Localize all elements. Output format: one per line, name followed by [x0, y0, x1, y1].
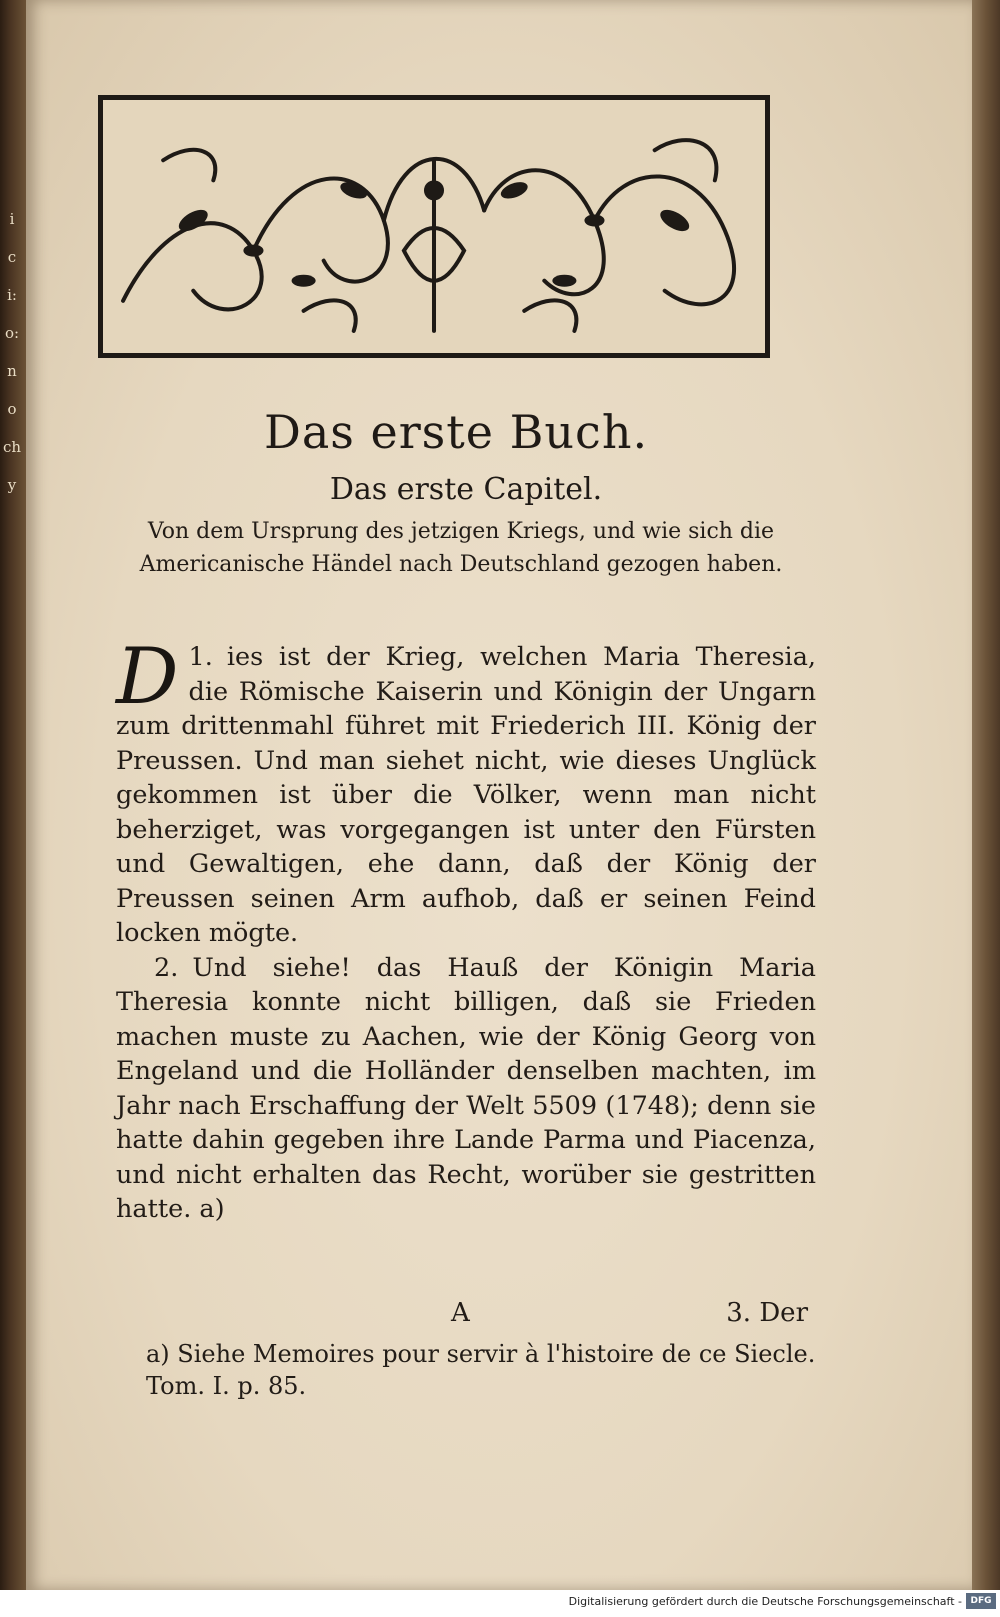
body-text [116, 632, 816, 1227]
facing-page-fragment: o [7, 400, 17, 418]
book-binding-left [0, 0, 26, 1590]
facing-page-fragment: i [9, 210, 15, 228]
facing-page-fragment: o: [4, 324, 20, 342]
book-binding-right [972, 0, 1000, 1590]
funding-credit: Digitalisierung gefördert durch die Deutsche Forschungsgemeinschaft - [568, 1595, 962, 1608]
facing-page-fragment: ch [2, 438, 22, 456]
paragraph-1 [116, 632, 816, 951]
facing-page-fragments [2, 200, 22, 504]
facing-page-fragment: n [7, 362, 17, 380]
chapter-summary: Von dem Ursprung des jetzigen Kriegs, und wie sich die Americanische Händel nach Deutschland gezogen haben. [139, 519, 783, 577]
paragraph-number: 1. [188, 642, 213, 672]
paragraph-number: 2. [154, 952, 179, 983]
signature-mark: A [451, 1298, 470, 1328]
foliage-ornament-icon [103, 100, 765, 353]
facing-page-fragment: c [7, 248, 17, 266]
paragraph-text: Und siehe! das Hauß der Königin Maria Theresia konnte nicht billigen, daß sie Frieden machen muste zu Aachen, wie der König Georg von Engeland und die Holländer denselben machten, im Jahr nach Erschaffung der Welt 5509 (1748); denn sie hatte dahin gegeben ihre Lande Parma und Piacenza, und nicht erhalten das Recht, worüber sie gestritten hatte. a) [116, 952, 816, 1224]
book-heading: Das erste Buch. [263, 405, 649, 459]
chapter-heading: Das erste Capitel. [329, 472, 603, 507]
footnote: a) Siehe Memoires pour servir à l'histoire de ce Siecle. Tom. I. p. 85. [146, 1340, 816, 1400]
digitization-footer [0, 1590, 1000, 1617]
paragraph-text: ies ist der Krieg, welchen Maria Theresia, die Römische Kaiserin und Königin der Ungarn zum drittenmahl führet mit Friederich III. König der Preussen. Und man siehet nicht, wie dieses Unglück gekommen ist über die Völker, wenn man nicht beherziget, was vorgegangen ist unter den Fürsten und Gewaltigen, ehe dann, daß der König der Preussen seinen Arm aufhob, daß er seinen Feind locken mögte. [116, 642, 816, 948]
woodcut-headpiece [98, 95, 770, 358]
book-page [26, 0, 972, 1590]
facing-page-fragment: i: [7, 286, 17, 304]
catchword: 3. Der [726, 1298, 808, 1328]
drop-capital: D [116, 632, 179, 722]
facing-page-fragment: y [7, 476, 17, 494]
page-foot-line [116, 1298, 816, 1332]
paragraph-2 [116, 951, 816, 1227]
dfg-logo-icon: DFG [966, 1593, 996, 1609]
